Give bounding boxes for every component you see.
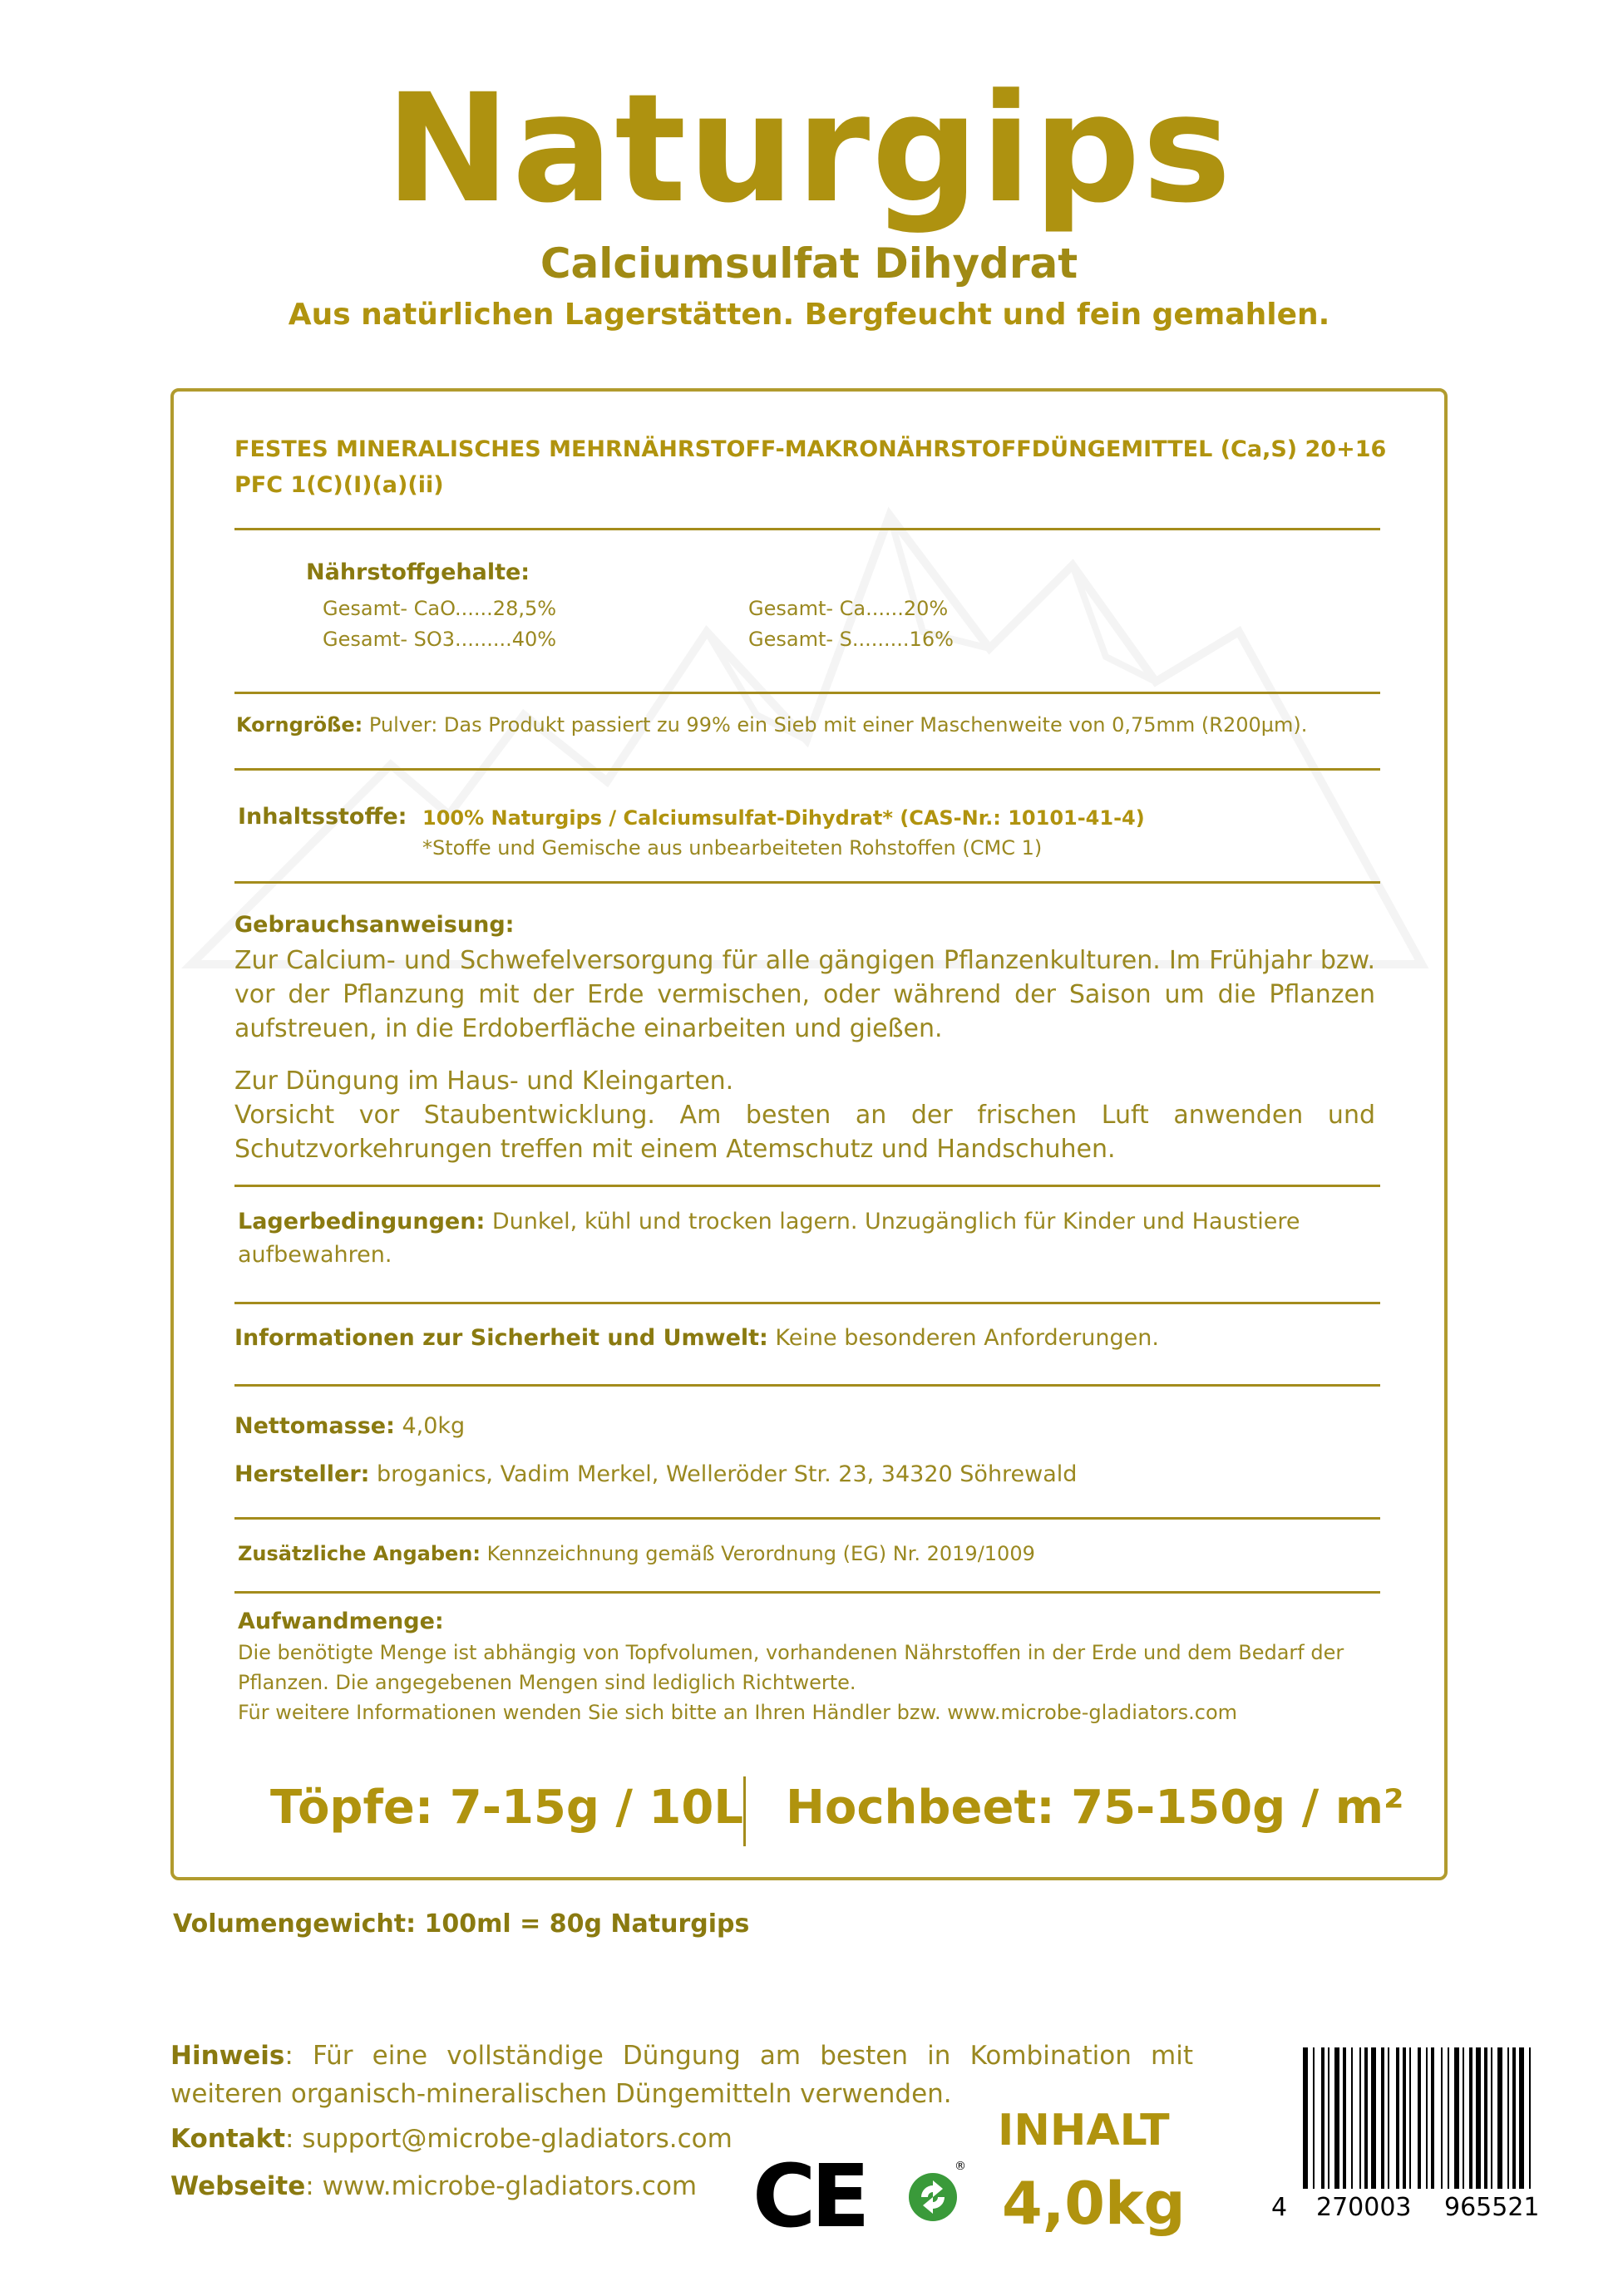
barcode-bar [1426, 2047, 1428, 2201]
registered-mark: ® [955, 2160, 966, 2173]
pots-dosage: Töpfe: 7-15g / 10L [270, 1781, 744, 1835]
website-label: Webseite [170, 2171, 306, 2201]
barcode-bar [1328, 2047, 1329, 2189]
product-type-line2: PFC 1(C)(I)(a)(ii) [234, 472, 444, 498]
barcode-bar [1469, 2047, 1472, 2189]
storage-info [238, 1205, 1335, 1272]
note [170, 2037, 1193, 2113]
barcode-bar [1441, 2047, 1443, 2189]
nutrient-so3: Gesamt- SO3.........40% [323, 628, 557, 651]
storage-text: Dunkel, kühl und trocken lagern. Unzugänglich für Kinder und Haustiere aufbewahren. [238, 1209, 1300, 1268]
green-dot-icon [906, 2165, 964, 2224]
barcode-bar [1529, 2047, 1531, 2201]
manufacturer [234, 1461, 1077, 1487]
usage-para1: Zur Calcium- und Schwefelversorgung für alle gängigen Pflanzenkulturen. Im Frühjahr bzw. vor der Pflanzung mit der Erde vermischen, oder während der Saison um die Pflanzen aufstreuen, in die Erdoberfläche einarbeiten und gießen. [234, 946, 1375, 1043]
barcode-bar [1321, 2047, 1324, 2189]
barcode-bar [1512, 2047, 1516, 2189]
nutrient-cao: Gesamt- CaO......28,5% [323, 597, 557, 620]
divider [234, 1384, 1380, 1387]
manufacturer-label: Hersteller: [234, 1461, 370, 1487]
usage-para2b: Vorsicht vor Staubentwicklung. Am besten an der frischen Luft anwenden und Schutzvorkehrungen treffen mit einem Atemschutz und Handschuhen. [234, 1101, 1375, 1164]
barcode-bar [1491, 2047, 1492, 2189]
manufacturer-value: broganics, Vadim Merkel, Welleröder Str. 23, 34320 Söhrewald [369, 1461, 1078, 1487]
barcode-bar [1476, 2047, 1481, 2189]
contact-label: Kontakt [170, 2124, 286, 2154]
barcode-digit-group: 4 [1271, 2193, 1288, 2222]
safety-info [234, 1325, 1159, 1351]
dosage-line1: Die benötigte Menge ist abhängig von Topfvolumen, vorhandenen Nährstoffen in der Erde und dem Bedarf der [238, 1641, 1344, 1664]
note-label: Hinweis [170, 2041, 285, 2071]
contact [170, 2124, 733, 2154]
barcode-bar [1381, 2047, 1384, 2189]
ce-mark-icon: CE [752, 2146, 866, 2247]
raised-bed-dosage: Hochbeet: 75-150g / m² [786, 1781, 1404, 1835]
barcode-bar [1507, 2047, 1509, 2189]
additional-text: Kennzeichnung gemäß Verordnung (EG) Nr. 2019/1009 [480, 1542, 1035, 1565]
barcode-bar [1364, 2047, 1368, 2189]
barcode-digit-group: 270003 [1316, 2193, 1412, 2222]
barcode-bar [1431, 2047, 1434, 2189]
content-value: 4,0kg [1002, 2170, 1186, 2238]
barcode-bar [1351, 2047, 1353, 2189]
grain-size-text: Pulver: Das Produkt passiert zu 99% ein Sieb mit einer Maschenweite von 0,75mm (R200µm). [363, 713, 1308, 737]
ingredients-line1: 100% Naturgips / Calciumsulfat-Dihydrat* (CAS-Nr.: 10101-41-4) [422, 806, 1145, 830]
nutrient-ca: Gesamt- Ca......20% [748, 597, 949, 620]
grain-size-label: Korngröße: [236, 713, 363, 737]
product-tagline: Aus natürlichen Lagerstätten. Bergfeucht und fein gemahlen. [288, 298, 1330, 332]
barcode-bar [1418, 2047, 1421, 2201]
product-type-line1: FESTES MINERALISCHES MEHRNÄHRSTOFF-MAKRONÄHRSTOFFDÜNGEMITTEL (Ca,S) 20+16 [234, 436, 1387, 462]
storage-label: Lagerbedingungen: [238, 1209, 486, 1234]
barcode-icon [1270, 2047, 1572, 2222]
barcode-bar [1484, 2047, 1487, 2189]
barcode-bar [1497, 2047, 1502, 2189]
note-text: : Für eine vollständige Düngung am besten in Kombination mit weiteren organisch-mineralischen Düngemitteln verwenden. [170, 2041, 1193, 2109]
usage-heading: Gebrauchsanweisung: [234, 912, 515, 938]
divider [234, 1185, 1380, 1187]
contact-link[interactable]: : support@microbe-gladiators.com [285, 2124, 733, 2154]
barcode-bar [1313, 2047, 1315, 2201]
barcode-bar [1371, 2047, 1376, 2189]
barcode-bar [1403, 2047, 1406, 2189]
divider [234, 1517, 1380, 1520]
barcode-bar [1454, 2047, 1459, 2189]
dosage-separator [743, 1776, 746, 1846]
dosage-line3: Für weitere Informationen wenden Sie sich bitte an Ihren Händler bzw. www.microbe-gladiators.com [238, 1701, 1238, 1724]
barcode-bar [1409, 2047, 1411, 2189]
barcode-bar [1388, 2047, 1389, 2189]
barcode-bar [1303, 2047, 1308, 2201]
net-mass-label: Nettomasse: [234, 1413, 395, 1439]
website-link[interactable]: : www.microbe-gladiators.com [305, 2171, 698, 2201]
barcode-bar [1334, 2047, 1339, 2189]
ingredients-label: Inhaltsstoffe: [238, 804, 407, 830]
divider [234, 528, 1380, 530]
divider [234, 1591, 1380, 1594]
barcode-bar [1448, 2047, 1449, 2189]
dosage-heading: Aufwandmenge: [238, 1609, 444, 1634]
barcode-digit-group: 965521 [1444, 2193, 1540, 2222]
barcode-bar [1343, 2047, 1346, 2189]
content-label: INHALT [998, 2106, 1170, 2156]
divider [234, 692, 1380, 694]
barcode-bar [1359, 2047, 1361, 2189]
divider [234, 881, 1380, 884]
additional-info [238, 1542, 1035, 1565]
website [170, 2171, 697, 2201]
net-mass-value: 4,0kg [394, 1413, 466, 1439]
dosage-line2: Pflanzen. Die angegebenen Mengen sind lediglich Richtwerte. [238, 1671, 856, 1694]
nutrients-heading: Nährstoffgehalte: [306, 559, 530, 585]
product-title: Naturgips [385, 62, 1233, 236]
safety-text: Keine besonderen Anforderungen. [767, 1325, 1159, 1351]
divider [234, 1302, 1380, 1304]
safety-label: Informationen zur Sicherheit und Umwelt: [234, 1325, 768, 1351]
net-mass [234, 1413, 465, 1439]
additional-label: Zusätzliche Angaben: [238, 1542, 481, 1565]
barcode-bar [1463, 2047, 1464, 2189]
divider [234, 768, 1380, 771]
ingredients-line2: *Stoffe und Gemische aus unbearbeiteten Rohstoffen (CMC 1) [422, 836, 1043, 860]
usage-para2a: Zur Düngung im Haus- und Kleingarten. [234, 1067, 734, 1096]
barcode-bar [1519, 2047, 1524, 2201]
barcode-bar [1396, 2047, 1399, 2189]
nutrient-s: Gesamt- S.........16% [748, 628, 954, 651]
grain-size [236, 713, 1307, 737]
product-subtitle: Calciumsulfat Dihydrat [540, 239, 1078, 288]
volume-weight: Volumengewicht: 100ml = 80g Naturgips [173, 1909, 750, 1939]
